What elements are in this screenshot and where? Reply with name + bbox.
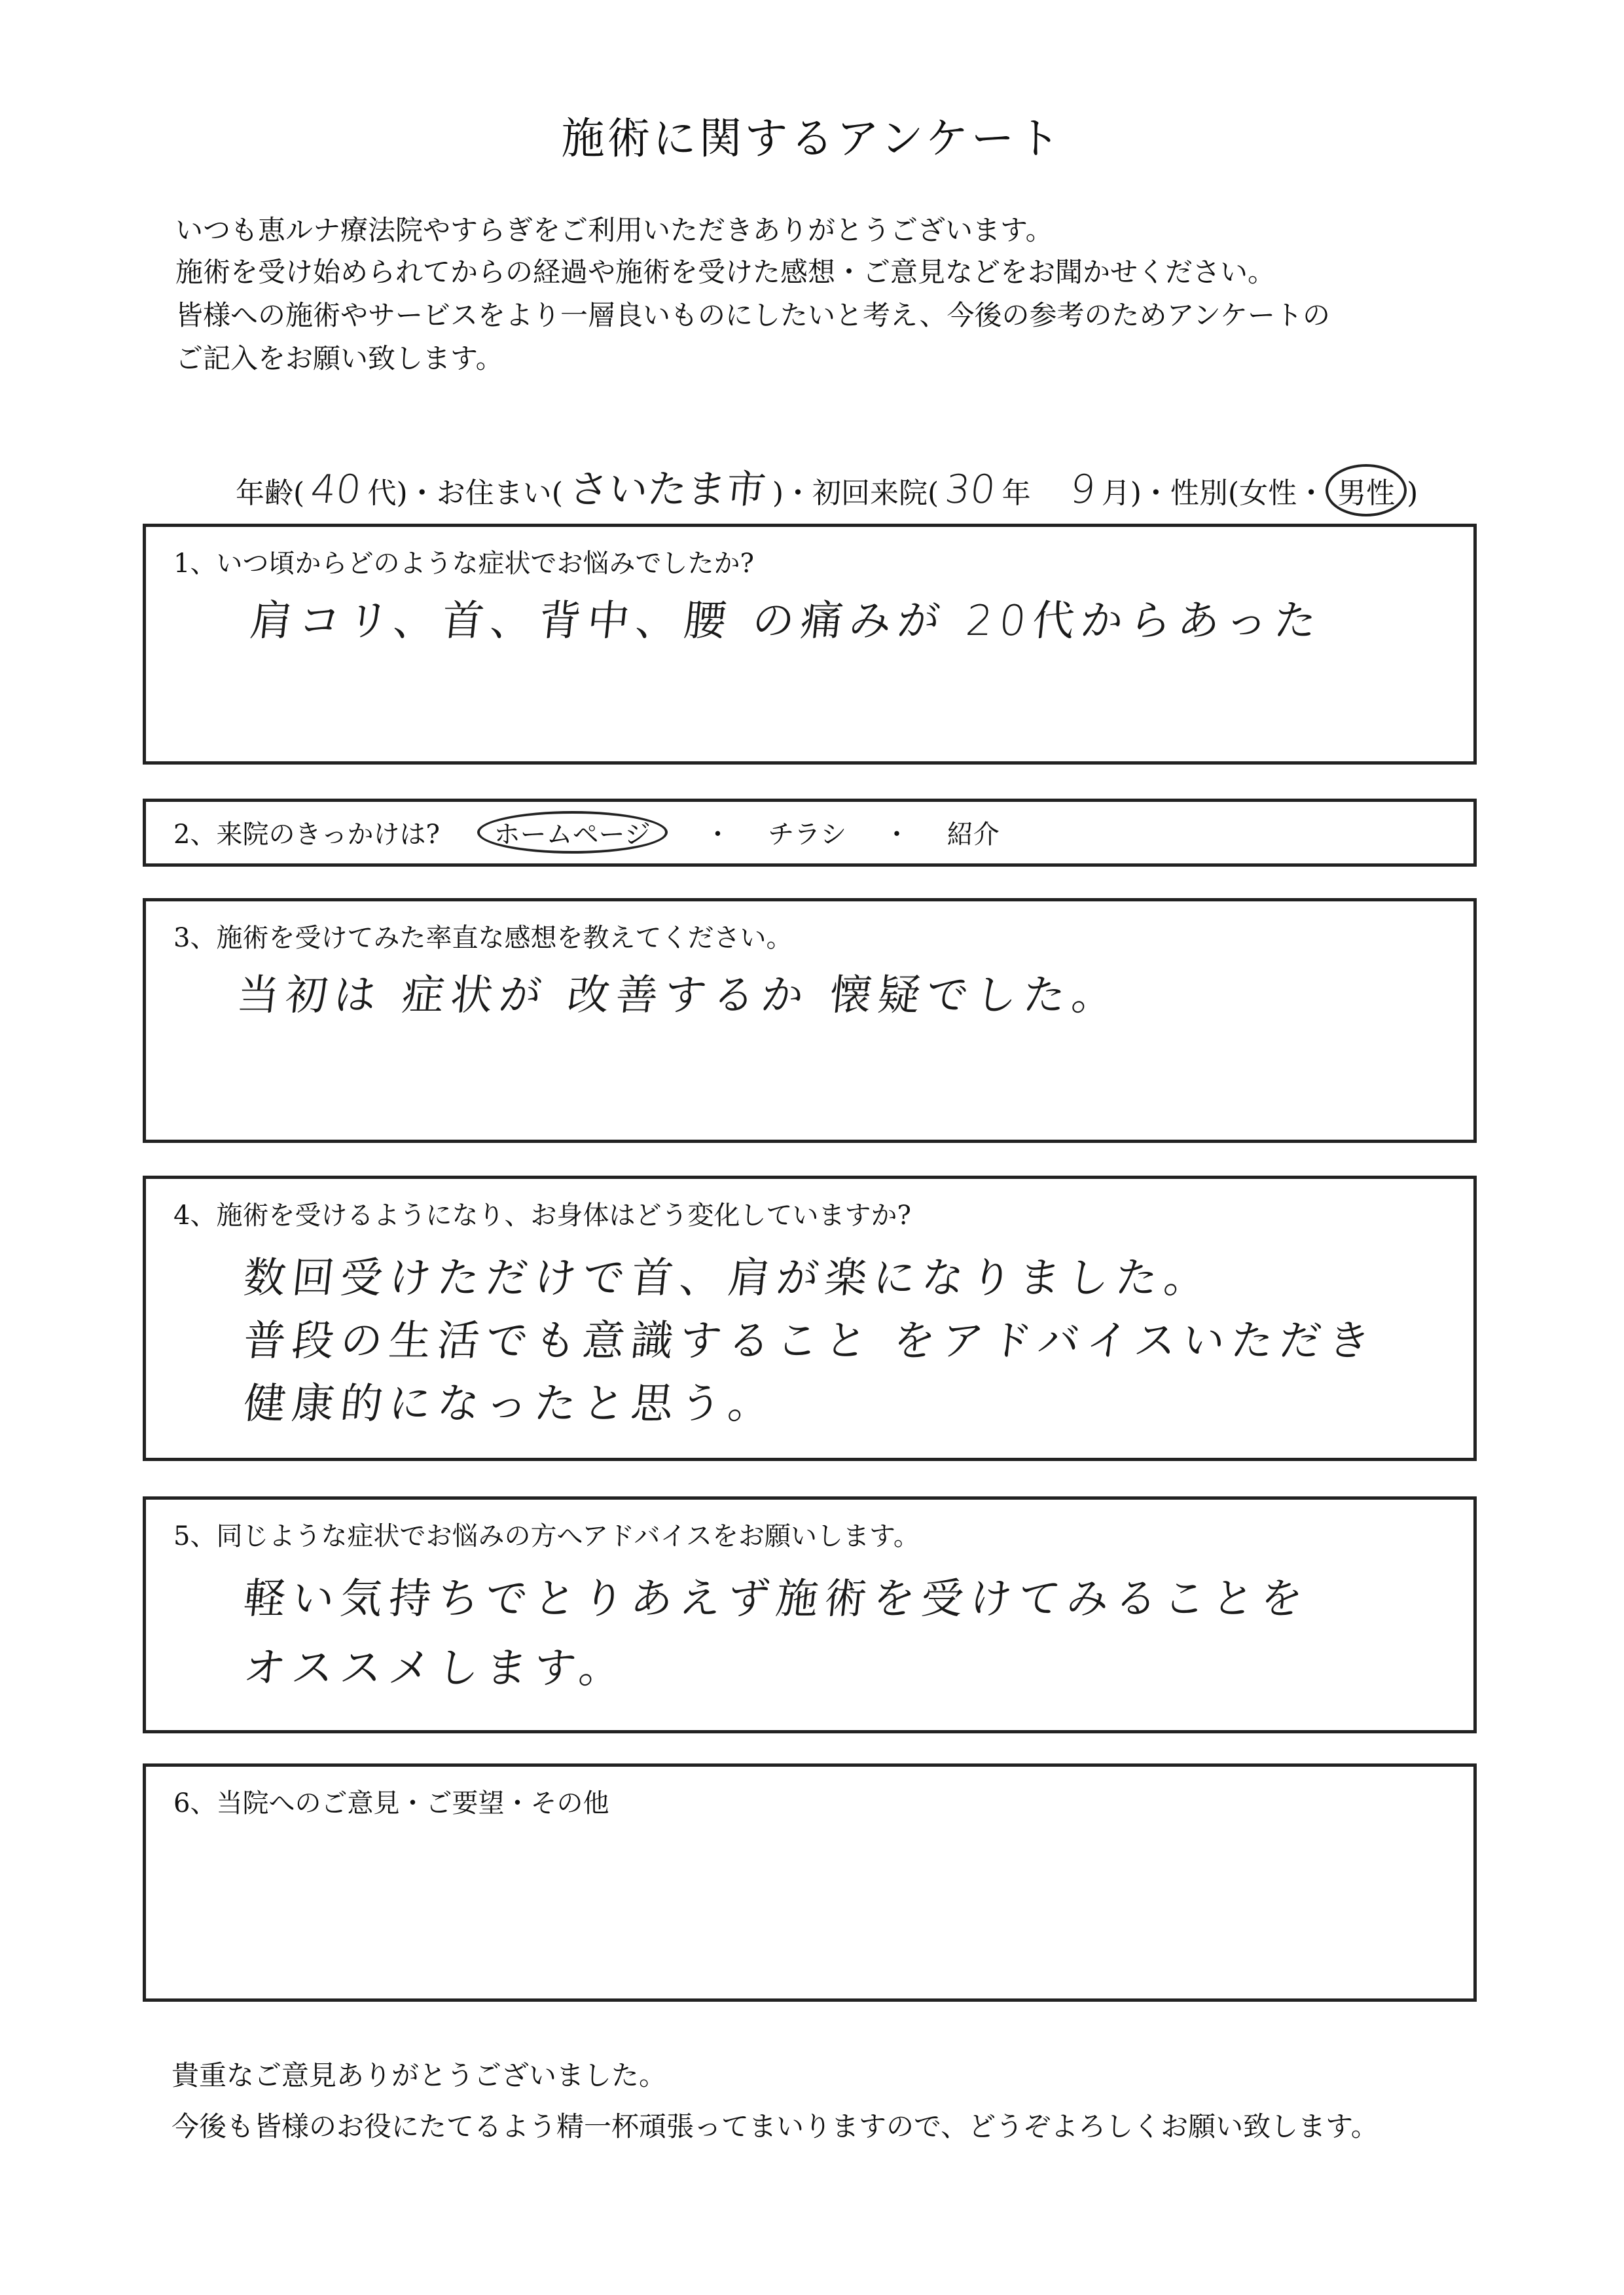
gender-separator: ・ <box>1297 477 1326 510</box>
question-4-label: 4、施術を受けるようになり、お身体はどう変化していますか? <box>173 1201 911 1231</box>
answer-3-text[interactable]: 当初は 症状が 改善するか 懐疑でした。 <box>234 971 1123 1020</box>
respondent-info <box>236 458 1418 515</box>
question-1-box <box>143 524 1477 765</box>
intro-line-1: いつも恵ルナ療法院やすらぎをご利用いただきありがとうございます。 <box>175 214 1053 246</box>
visit-month-value[interactable]: 9 <box>1067 467 1098 513</box>
question-4-box <box>143 1176 1477 1461</box>
gender-female-option[interactable]: 女性 <box>1239 477 1297 510</box>
year-label: 年 <box>1001 477 1031 510</box>
info-close: ) <box>1407 477 1418 510</box>
visit-year-value[interactable]: 30 <box>943 467 998 513</box>
answer-5-line-2[interactable]: オススメします。 <box>241 1644 630 1693</box>
question-5-box <box>143 1496 1477 1733</box>
option-homepage[interactable]: ホームページ <box>477 811 668 854</box>
residence-value[interactable]: さいたま市 <box>566 467 768 513</box>
answer-4-line-1[interactable]: 数回受けただけで首、肩が楽になりました。 <box>241 1254 1216 1303</box>
page-title: 施術に関するアンケート <box>561 113 1063 164</box>
option-separator-1: ・ <box>704 820 731 850</box>
question-3-box <box>143 898 1477 1143</box>
question-2-box <box>143 799 1477 867</box>
intro-line-4: ご記入をお願い致します。 <box>175 342 503 374</box>
option-separator-2: ・ <box>883 820 910 850</box>
answer-4-line-2[interactable]: 普段の生活でも意識すること をアドバイスいただき <box>241 1317 1379 1365</box>
question-1-label: 1、いつ頃からどのような症状でお悩みでしたか? <box>173 549 754 579</box>
month-label: 月)・性別( <box>1101 477 1240 510</box>
residence-suffix: )・初回来院( <box>772 477 939 510</box>
intro-line-3: 皆様への施術やサービスをより一層良いものにしたいと考え、今後の参考のためアンケートの <box>175 299 1331 331</box>
option-flyer[interactable]: チラシ <box>768 820 847 850</box>
intro-line-2: 施術を受け始められてからの経過や施術を受けた感想・ご意見などをお聞かせください。 <box>175 256 1276 288</box>
age-label: 年齢( <box>236 477 305 510</box>
option-referral[interactable]: 紹介 <box>947 820 1000 850</box>
question-2-row <box>173 811 1028 854</box>
age-suffix: 代)・お住まい( <box>367 477 563 510</box>
footer-line-1: 貴重なご意見ありがとうございました。 <box>171 2059 667 2091</box>
question-5-label: 5、同じような症状でお悩みの方へアドバイスをお願いします。 <box>173 1521 920 1551</box>
question-6-box <box>143 1763 1477 2002</box>
footer-line-2: 今後も皆様のお役にたてるよう精一杯頑張ってまいりますので、どうぞよろしくお願い致します。 <box>171 2110 1379 2142</box>
age-value[interactable]: 40 <box>308 467 364 513</box>
answer-1-text[interactable]: 肩コリ、首、背中、腰 の痛みが 20代からあった <box>247 597 1326 645</box>
answer-5-line-1[interactable]: 軽い気持ちでとりあえず施術を受けてみることを <box>241 1575 1312 1623</box>
answer-4-line-3[interactable]: 健康的になったと思う。 <box>241 1380 780 1428</box>
question-3-label: 3、施術を受けてみた率直な感想を教えてください。 <box>173 923 793 953</box>
question-6-label: 6、当院へのご意見・ご要望・その他 <box>173 1788 609 1818</box>
question-2-label: 2、来院のきっかけは? <box>173 820 440 850</box>
gender-male-option[interactable]: 男性 <box>1326 464 1407 516</box>
